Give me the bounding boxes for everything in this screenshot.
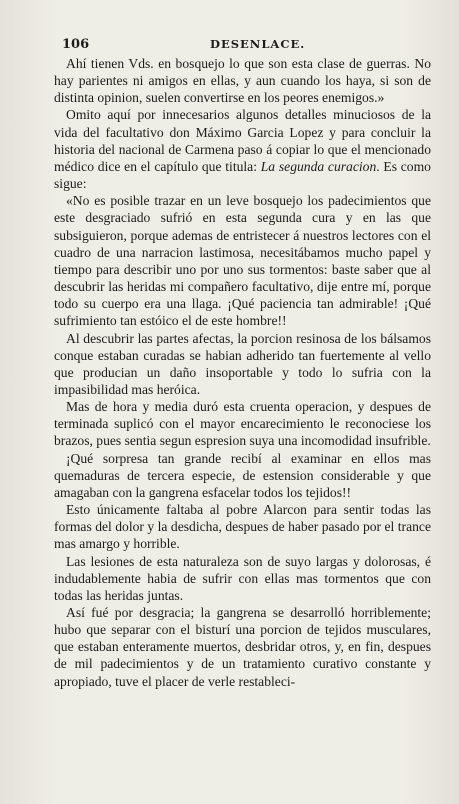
paragraph [54,604,431,690]
paragraph-text: Las lesiones de esta naturaleza son de suyo largas y dolorosas, é indudablemente habia de sufrir con ellas mas tormentos que con todas las heridas juntas. [54,553,431,603]
paragraph-text: Así fué por desgracia; la gangrena se desarrolló horriblemente; hubo que separar con el bisturí una porcion de tejidos musculares, que estaban enteramente muertos, desbridar otros, y, en fin, despues de mil padecimientos y de un tratamiento curativo constante y apropiado, tuve el placer de verle restableci- [54,605,431,689]
paragraph-text: «No es posible trazar en un leve bosquejo los padecimientos que este desgraciado sufrió en esta segunda cura y en las que subsiguieron, porque ademas de entristecer á nuestros lectores con el cuadro de una narracion lastimosa, necesitábamos mucho papel y tiempo para describir uno por uno sus tormentos: baste saber que al descubrir las heridas mi compañero facultativo, dije entre mí, porque todo su cuerpo era una llaga. ¡Qué paciencia tan admirable! ¡Qué sufrimiento tan estóico el de este hombre!! [54,193,431,329]
paragraph [54,398,431,449]
paragraph-text: Al descubrir las partes afectas, la porcion resinosa de los bálsamos conque estaban curadas se habian adherido tan fuertemente al vello que producian un daño insoportable y todo lo sufria con la impasibilidad mas heróica. [54,330,431,397]
paragraph-text: Ahí tienen Vds. en bosquejo lo que son esta clase de guerras. No hay parientes ni amigos en ellas, y aun cuando los haya, si son de distinta opinion, suelen convertirse en los peores enemigos.» [54,56,431,106]
paragraph [54,330,431,399]
body-text [54,55,431,690]
paragraph [54,553,431,604]
paragraph [54,192,431,329]
running-title: DESENLACE. [210,37,306,51]
paragraph-text: Omito aquí por innecesarios algunos detalles minuciosos de la vida del facultativo don Máximo Garcia Lopez y para concluir la historia del nacional de Carmena paso á copiar lo que el mencionado médico dice en el capítulo que titula: [54,107,431,174]
chapter-title-reference: La segunda curacion [260,158,377,174]
paragraph-text: ¡Qué sorpresa tan grande recibí al examinar en ellos mas quemaduras de tercera especie, de estension considerable y que amagaban con la gangrena esfacelar todos los tejidos!! [54,450,431,500]
page-header [62,37,427,55]
paragraph [54,106,431,192]
paragraph-text-tail: . Es como sigue: [54,158,431,192]
page-number: 106 [62,37,90,52]
paragraph [54,501,431,552]
paragraph-text: Esto únicamente faltaba al pobre Alarcon para sentir todas las formas del dolor y la desdicha, despues de haber pasado por el trance mas amargo y horrible. [54,502,431,552]
paragraph [54,450,431,501]
paragraph-text: Mas de hora y media duró esta cruenta operacion, y despues de terminada suplicó con el mayor encarecimiento le reconociese los brazos, pues sentia segun espresion suya una incomodidad insufrible. [54,399,431,449]
paragraph [54,55,431,106]
